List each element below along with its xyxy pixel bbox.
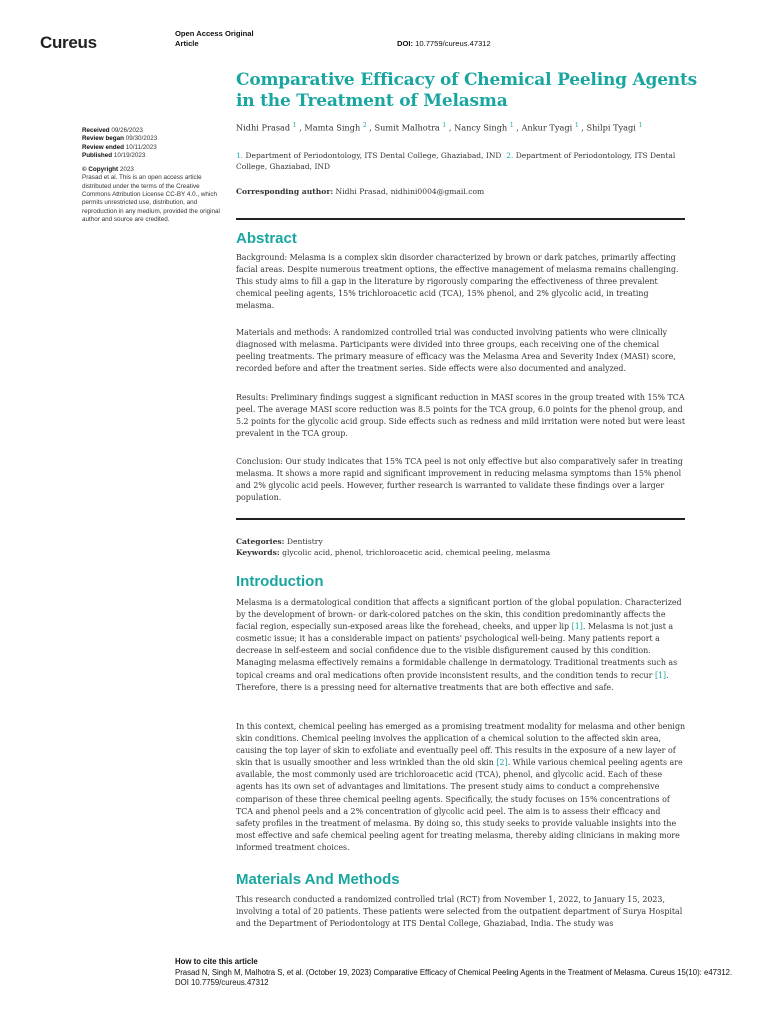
- doi-label: DOI:: [397, 39, 414, 48]
- methods-paragraph-1: This research conducted a randomized controlled trial (RCT) from November 1, 2022, to January 15, 2023, involving a total of 20 patients. These patients were selected from the outpatient department of Surya Hospital and the Department of Periodontology at ITS Dental College, Ghaziabad, India. The study was: [236, 895, 683, 929]
- text-segment: In this context, chemical peeling has emerged as a promising treatment modality for melasma and other benign skin conditions. Chemical peeling involves the application of a chemical solution to the affected skin area, causing the top layer of skin to exfoliate and eventually peel off. This results in the exposure of a new layer of skin that is usually smoother and less wrinkled than the old skin: [236, 722, 686, 768]
- published-label: Published: [82, 151, 113, 159]
- citation-link[interactable]: [2]: [496, 758, 508, 768]
- doi: [397, 39, 491, 48]
- received-label: Received: [82, 127, 110, 134]
- affiliation-number: 1.: [236, 151, 244, 160]
- categories-value: Dentistry: [286, 537, 323, 546]
- author-name: Shilpi Tyagi: [586, 122, 636, 133]
- received-date: 09/26/2023: [111, 127, 143, 134]
- copyright-year: 2023: [119, 166, 134, 174]
- categories-label: Categories:: [236, 537, 285, 546]
- review-began-row: [82, 135, 222, 143]
- methods-heading: Materials And Methods: [236, 871, 400, 888]
- published-row: [82, 152, 222, 160]
- categories-row: [236, 536, 550, 547]
- author-name: Mamta Singh: [304, 122, 361, 133]
- article-type-line2: Article: [175, 39, 199, 48]
- article-type-line1: Open Access Original: [175, 29, 254, 38]
- corresponding-author-label: Corresponding author:: [236, 187, 334, 196]
- affiliations: [236, 150, 681, 172]
- article-meta: [236, 536, 550, 558]
- author-affiliation-ref[interactable]: 1: [509, 122, 514, 129]
- copyright-label: © Copyright: [82, 166, 119, 174]
- corresponding-author: [236, 187, 484, 196]
- abstract-methods: Materials and methods: A randomized controlled trial was conducted involving patients who were clinically diagnosed with melasma. Participants were divided into three groups, each receiving one of the chemical peeling treatments. The primary measure of efficacy was the Melasma Area and Severity Index (MASI) score, recorded before and after the treatment series. Side effects were also documented and analyzed.: [236, 328, 676, 374]
- article-type: [175, 29, 285, 49]
- publication-history: [82, 127, 222, 224]
- keywords-value: glycolic acid, phenol, trichloroacetic acid, chemical peeling, melasma: [282, 548, 551, 557]
- author-affiliation-ref[interactable]: 2: [362, 122, 367, 129]
- review-ended-row: [82, 144, 222, 152]
- abstract-background: Background: Melasma is a complex skin disorder characterized by brown or dark patches, primarily affecting facial areas. Despite numerous treatment options, the effective management of melasma remains challenging. This study aims to fill a gap in the literature by rigorously comparing the effectiveness of three prevalent chemical peeling agents, 15% trichloroacetic acid (TCA), 15% phenol, and 2% glycolic acid, in treating melasma.: [236, 253, 679, 311]
- author-name: Sumit Malhotra: [374, 122, 440, 133]
- text-segment: . Melasma is not just a cosmetic issue; it has a considerable impact on patients' psychological well-being. Many patients report a decrease in self-esteem and social confidence due to the visible disfigurement caused by this condition. Managing melasma effectively remains a formidable challenge in dermatology. Traditional treatments such as topical creams and oral medications often provide inconsistent results, and the condition tends to recur: [236, 622, 678, 680]
- abstract-conclusion: Conclusion: Our study indicates that 15% TCA peel is not only effective but also comparatively safer in treating melasma. It shows a more rapid and significant improvement in reducing melasma symptoms than 15% phenol and 2% glycolic acid peels. However, further research is warranted to validate these findings over a larger population.: [236, 457, 683, 503]
- author-name: Nancy Singh: [454, 122, 508, 133]
- doi-value[interactable]: 10.7759/cureus.47312: [415, 39, 491, 48]
- published-date: 10/19/2023: [113, 151, 146, 159]
- citation-footer: [175, 957, 735, 989]
- author-name: Nidhi Prasad: [236, 122, 291, 133]
- introduction-heading: Introduction: [236, 573, 324, 590]
- corresponding-author-value: Nidhi Prasad, nidhini0004@gmail.com: [335, 187, 485, 196]
- citation-footer-text: Prasad N, Singh M, Malhotra S, et al. (October 19, 2023) Comparative Efficacy of Chemical Peeling Agents in the Treatment of Melasma. Cureus 15(10): e47312. DOI 10.7759/cureus.47312: [175, 967, 733, 987]
- affiliation-number: 2.: [506, 151, 514, 160]
- citation-link[interactable]: [1]: [654, 670, 667, 680]
- author-affiliation-ref[interactable]: 1: [574, 122, 579, 129]
- license-text: Prasad et al. This is an open access article distributed under the terms of the Creative Commons Attribution License CC-BY 4.0., which permits unrestricted use, distribution, and reproduction in any medium, provided the original author and source are credited.: [82, 174, 220, 223]
- text-segment: Melasma is a dermatological condition that affects a significant portion of the global population. Characterized by the development of brown- or dark-colored patches on the skin, this condition predominantly affects the facial region, especially sun-exposed areas like the forehead, cheeks, and upper lip: [236, 598, 682, 632]
- review-ended-date: 10/11/2023: [125, 143, 157, 151]
- review-ended-label: Review ended: [82, 143, 124, 151]
- review-began-date: 09/30/2023: [125, 135, 158, 143]
- citation-link[interactable]: [1]: [571, 622, 583, 632]
- received-row: [82, 127, 222, 135]
- introduction-paragraph-2: [236, 721, 686, 854]
- author-list: Nidhi Prasad $^1$ , Mamta Singh $^2$ , Sumit Malhotra $^1$ , Nancy Singh $^1$ , Ankur Tyagi $^1$ , Shilpi Tyagi $^1$: [236, 122, 643, 133]
- affiliation-text: Department of Periodontology, ITS Dental College, Ghaziabad, IND: [245, 151, 502, 160]
- affiliation-text: Department of Periodontology, ITS Dental College, Ghaziabad, IND: [236, 151, 676, 171]
- keywords-row: [236, 547, 550, 558]
- introduction-paragraph-1: [236, 597, 686, 694]
- divider: [236, 218, 685, 220]
- journal-logo: Cureus: [40, 33, 97, 52]
- text-segment: . While various chemical peeling agents are available, the most commonly used are trichloroacetic acid (TCA), phenol, and glycolic acid. Each of these agents has its own set of advantages and limitations. The present study aims to conduct a comprehensive comparison of these three chemical peeling agents. Specifically, the study focuses on 15% concentrations of TCA and phenol peels and a 2% concentration of glycolic acid peel. The aim is to assess their efficacy and safety profiles in the treatment of melasma. By doing so, this study seeks to provide valuable insights into the most effective and safe chemical peeling agent for treating melasma, thereby aiding clinicians in making more informed treatment choices.: [236, 758, 683, 852]
- divider: [236, 518, 685, 520]
- author-affiliation-ref[interactable]: 1: [638, 122, 643, 129]
- author-name: Ankur Tyagi: [521, 122, 573, 133]
- article-title: Comparative Efficacy of Chemical Peeling Agents in the Treatment of Melasma: [236, 70, 697, 111]
- review-began-label: Review began: [82, 135, 124, 143]
- copyright-row: [82, 166, 222, 174]
- text-segment: . Therefore, there is a pressing need for alternative treatments that are both effective and safe.: [236, 670, 669, 692]
- citation-footer-title: How to cite this article: [175, 957, 258, 966]
- abstract-results: Results: Preliminary findings suggest a significant reduction in MASI scores in the group treated with 15% TCA peel. The average MASI score reduction was 8.5 points for the TCA group, 6.0 points for the phenol group, and 5.2 points for the glycolic acid group. Side effects such as redness and mild irritation were noted but were least prevalent in the TCA group.: [236, 393, 686, 439]
- keywords-label: Keywords:: [236, 548, 280, 557]
- author-affiliation-ref[interactable]: 1: [292, 122, 297, 129]
- author-affiliation-ref[interactable]: 1: [442, 122, 447, 129]
- abstract-heading: Abstract: [236, 230, 297, 247]
